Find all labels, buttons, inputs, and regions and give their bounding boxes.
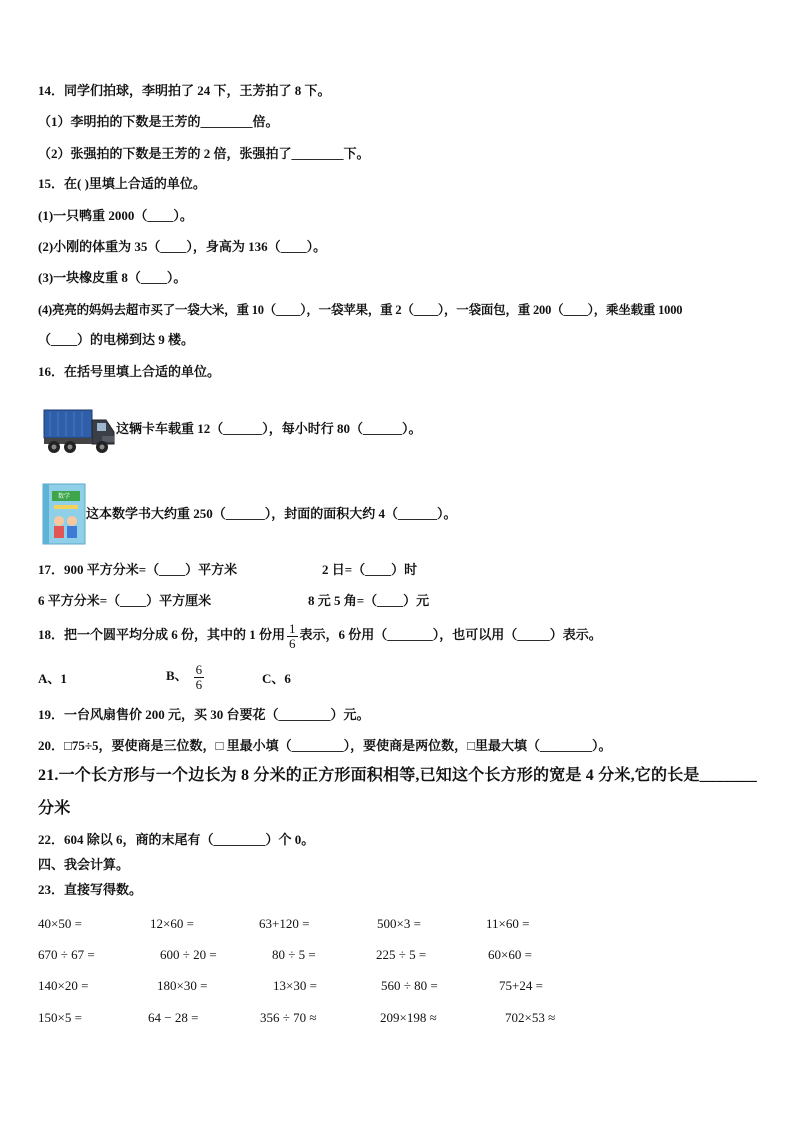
q14-title: 14．同学们拍球，李明拍了 24 下，王芳拍了 8 下。 bbox=[38, 83, 331, 98]
q21-line1: 21.一个长方形与一个边长为 8 分米的正方形面积相等,已知这个长方形的宽是 4 分米,它的长是_______ bbox=[38, 767, 758, 784]
q23-title: 23．直接写得数。 bbox=[38, 882, 143, 897]
calc-item: 560 ÷ 80 = bbox=[381, 978, 438, 993]
calc-item: 12×60 = bbox=[150, 916, 194, 931]
q18-fraction bbox=[287, 622, 298, 651]
calc-item: 356 ÷ 70 ≈ bbox=[260, 1010, 317, 1025]
calc-item: 500×3 = bbox=[377, 916, 421, 931]
q18-text-before: 18．把一个圆平均分成 6 份，其中的 1 份用 bbox=[38, 627, 286, 642]
q18-fraction-denominator: 6 bbox=[289, 635, 296, 651]
q16-title: 16．在括号里填上合适的单位。 bbox=[38, 364, 221, 379]
q22-question: 22．604 除以 6，商的末尾有（________）个 0。 bbox=[38, 832, 315, 847]
calc-item: 702×53 ≈ bbox=[505, 1010, 556, 1025]
truck-image bbox=[42, 404, 116, 461]
calc-item: 670 ÷ 67 = bbox=[38, 947, 95, 962]
q18-option-c: C、6 bbox=[262, 671, 291, 686]
q15-part1: (1)一只鸭重 2000（____）。 bbox=[38, 208, 193, 223]
q18-option-a: A、1 bbox=[38, 671, 67, 686]
q18-question bbox=[38, 620, 602, 651]
q17-part-d: 8 元 5 角=（____）元 bbox=[308, 593, 430, 608]
q21-line2: 分米 bbox=[38, 800, 71, 817]
math-book-image bbox=[42, 483, 86, 550]
q15-part3: (3)一块橡皮重 8（____）。 bbox=[38, 270, 187, 285]
q15-title: 15．在( )里填上合适的单位。 bbox=[38, 176, 206, 191]
book-cover-title: 数学 bbox=[58, 493, 71, 500]
q18-fraction-numerator: 1 bbox=[289, 620, 296, 636]
q18-option-b-numerator: 6 bbox=[195, 661, 203, 677]
section-4-heading: 四、我会计算。 bbox=[38, 857, 130, 872]
q18-option-b-denominator: 6 bbox=[195, 676, 203, 692]
q15-part2: (2)小刚的体重为 35（____），身高为 136（____）。 bbox=[38, 239, 327, 254]
q20-question: 20．□75÷5，要使商是三位数，□ 里最小填（________），要使商是两位数，□里最大填（________）。 bbox=[38, 738, 612, 753]
calc-item: 40×50 = bbox=[38, 916, 82, 931]
q14-part1: （1）李明拍的下数是王芳的________倍。 bbox=[38, 114, 279, 129]
q17-part-b: 2 日=（____）时 bbox=[322, 562, 418, 577]
calc-item: 225 ÷ 5 = bbox=[376, 947, 427, 962]
q18-option-b-fraction bbox=[194, 663, 205, 692]
q15-part4-line1: (4)亮亮的妈妈去超市买了一袋大米，重 10（____），一袋苹果，重 2（____），一袋面包，重 200（____），乘坐载重 1000 bbox=[38, 303, 683, 317]
calc-item: 80 ÷ 5 = bbox=[272, 947, 316, 962]
q15-part4-line2: （____）的电梯到达 9 楼。 bbox=[38, 332, 195, 347]
q16-book-text: 这本数学书大约重 250（______），封面的面积大约 4（______）。 bbox=[86, 506, 457, 521]
q17-part-a: 17．900 平方分米=（____）平方米 bbox=[38, 562, 238, 577]
q18-option-b bbox=[166, 661, 206, 692]
calc-item: 180×30 = bbox=[157, 978, 208, 993]
q17-part-c: 6 平方分米=（____）平方厘米 bbox=[38, 593, 212, 608]
q16-truck-text: 这辆卡车载重 12（______），每小时行 80（______）。 bbox=[116, 421, 422, 436]
q14-part2: （2）张强拍的下数是王芳的 2 倍，张强拍了________下。 bbox=[38, 146, 370, 161]
calc-item: 209×198 ≈ bbox=[380, 1010, 437, 1025]
calc-item: 13×30 = bbox=[273, 978, 317, 993]
calc-item: 11×60 = bbox=[486, 916, 530, 931]
calc-item: 60×60 = bbox=[488, 947, 532, 962]
calc-item: 75+24 = bbox=[499, 978, 543, 993]
calc-item: 63+120 = bbox=[259, 916, 310, 931]
q18-text-after: 表示，6 份用（_______），也可以用（_____）表示。 bbox=[299, 627, 602, 642]
q18-option-b-label: B、 bbox=[166, 668, 188, 683]
q19-question: 19．一台风扇售价 200 元，买 30 台要花（________）元。 bbox=[38, 707, 370, 722]
calc-item: 64 − 28 = bbox=[148, 1010, 199, 1025]
calc-item: 150×5 = bbox=[38, 1010, 82, 1025]
calc-item: 600 ÷ 20 = bbox=[160, 947, 217, 962]
calc-item: 140×20 = bbox=[38, 978, 89, 993]
